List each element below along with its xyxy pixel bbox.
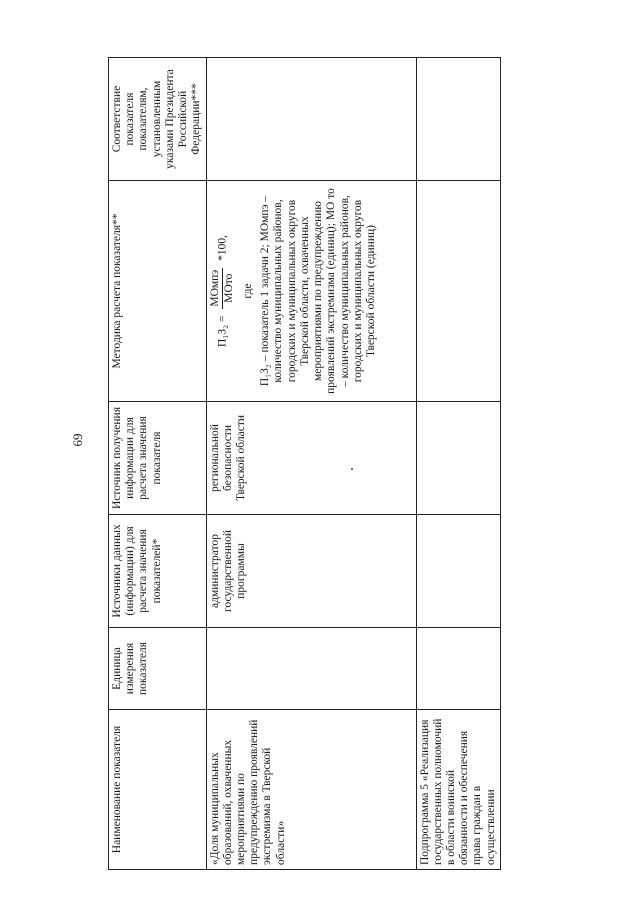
formula-denominator: МОто: [222, 273, 235, 303]
header-compliance: Соответствие показателя показателям, установленным указами Президента Российской Федерации***: [109, 58, 207, 181]
table-header-row: [109, 58, 207, 870]
header-info-source: Источник получения информации для расчета значения показателя: [109, 402, 207, 515]
formula-fraction: [209, 268, 236, 309]
row1-compliance: [206, 58, 416, 181]
row2-info-source: [416, 402, 500, 515]
formula-where: где: [241, 283, 254, 299]
table-rotation-wrapper: [108, 58, 497, 870]
formula-multiplier: *100,: [215, 235, 228, 261]
row1-unit: [206, 628, 416, 710]
formula-equals: =: [215, 315, 228, 323]
formula-explanation: П₁З₂ – показатель 1 задачи 2; МОмпэ – количество муниципальных районов, городских и муниципальных округов Тверской области, охваченных мероприятиями по предупреждению проявлений экстремизма (единиц); МО то – количество муниципальных районов, городских и муниципальных округов Тверской области (единиц): [259, 188, 377, 394]
table-row: [416, 58, 500, 870]
table-row: [206, 58, 416, 870]
row1-info-source: региональной безопасности Тверской области: [206, 402, 416, 515]
formula: [209, 185, 236, 397]
row2-name: Подпрограмма 5 «Реализация государственных полномочий в области воинской обязанности и обеспечения права граждан в осуществлении: [416, 710, 500, 870]
row2-compliance: [416, 58, 500, 181]
header-name: Наименование показателя: [109, 710, 207, 870]
row2-unit: [416, 628, 500, 710]
formula-numerator: МОмпэ: [209, 268, 223, 309]
row1-method: [206, 181, 416, 402]
page-number: 69: [70, 433, 85, 447]
row1-data-source: администратор государственной программы: [206, 515, 416, 628]
row2-method: [416, 181, 500, 402]
row2-data-source: [416, 515, 500, 628]
rotated-table-sheet: [108, 58, 497, 870]
header-method: Методика расчета показателя**: [109, 181, 207, 402]
indicators-table: [108, 57, 501, 870]
header-data-source: Источники данных (информации) для расчета значения показателей*: [109, 515, 207, 628]
scan-speck: [351, 468, 353, 470]
header-unit: Единица измерения показателя: [109, 628, 207, 710]
row1-name: «Доля муниципальных образований, охваченных мероприятиями по предупреждению проявлений экстремизма в Тверской области»: [206, 710, 416, 870]
formula-left: П₁З₂: [215, 324, 228, 347]
